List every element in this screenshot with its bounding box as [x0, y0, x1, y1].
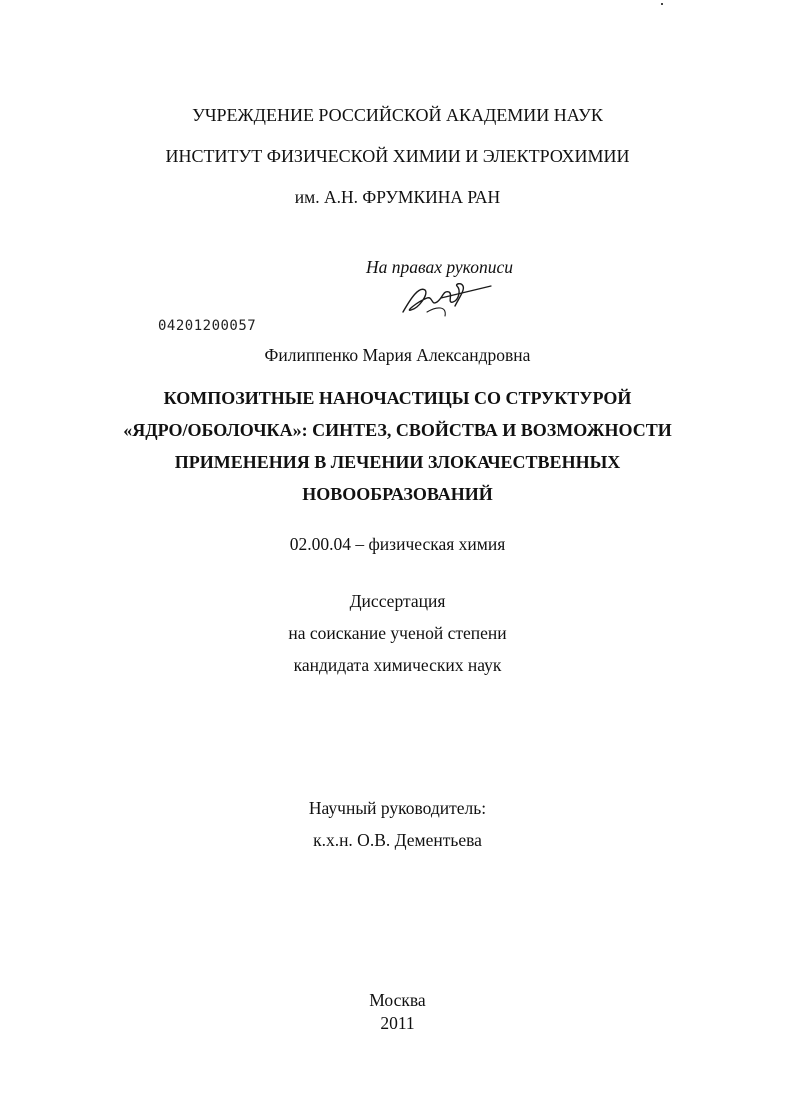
institution-line-2: ИНСТИТУТ ФИЗИЧЕСКОЙ ХИМИИ И ЭЛЕКТРОХИМИИ	[165, 146, 630, 166]
catalog-code: 04201200057	[158, 318, 257, 334]
title-line-4: НОВООБРАЗОВАНИЙ	[302, 484, 493, 504]
year: 2011	[380, 1013, 415, 1033]
supervisor-label: Научный руководитель:	[308, 798, 487, 818]
signature-icon	[397, 276, 493, 320]
title-line-2: «ЯДРО/ОБОЛОЧКА»: СИНТЕЗ, СВОЙСТВА И ВОЗМОЖНОСТИ	[123, 420, 672, 440]
degree-line-3: кандидата химических наук	[293, 655, 502, 675]
institution-line-1: УЧРЕЖДЕНИЕ РОССИЙСКОЙ АКАДЕМИИ НАУК	[192, 105, 603, 125]
title-line-1: КОМПОЗИТНЫЕ НАНОЧАСТИЦЫ СО СТРУКТУРОЙ	[163, 388, 632, 408]
author-name: Филиппенко Мария Александровна	[264, 345, 531, 365]
manuscript-note: На правах рукописи	[366, 257, 513, 277]
title-line-3: ПРИМЕНЕНИЯ В ЛЕЧЕНИИ ЗЛОКАЧЕСТВЕННЫХ	[174, 452, 621, 472]
place: Москва	[369, 990, 426, 1010]
degree-line-2: на соискание ученой степени	[288, 623, 507, 643]
specialty: 02.00.04 – физическая химия	[289, 534, 506, 554]
institution-line-3: им. А.Н. ФРУМКИНА РАН	[294, 187, 501, 207]
scan-speck	[661, 3, 663, 5]
supervisor-name: к.х.н. О.В. Дементьева	[313, 830, 482, 850]
degree-line-1: Диссертация	[349, 591, 446, 611]
